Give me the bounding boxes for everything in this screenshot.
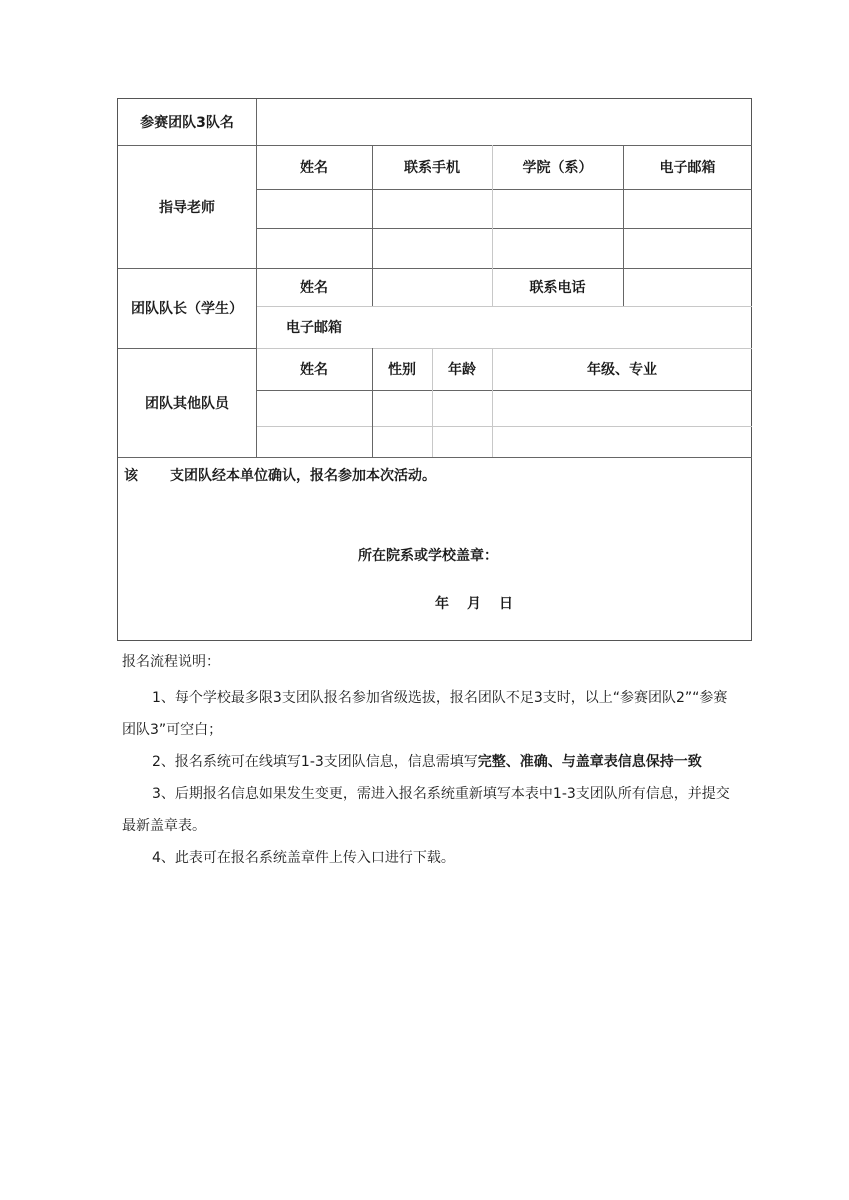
divider (256, 348, 752, 349)
divider (256, 426, 752, 427)
divider (492, 348, 493, 457)
date-month: 月 (467, 596, 481, 612)
notes-section (122, 650, 732, 874)
confirm-text: 支团队经本单位确认，报名参加本次活动。 (170, 468, 436, 484)
advisor-header-name: 姓名 (300, 160, 328, 176)
note-item-3: 3、后期报名信息如果发生变更，需进入报名系统重新填写本表中1-3支团队所有信息，并提交最新盖章表。 (122, 786, 730, 834)
date-year: 年 (435, 596, 449, 612)
divider (118, 348, 256, 349)
divider (492, 268, 493, 306)
member-header-gender: 性别 (388, 362, 416, 378)
divider (623, 145, 624, 268)
divider (492, 145, 493, 268)
note-item-1: 1、每个学校最多限3支团队报名参加省级选拔，报名团队不足3支时，以上“参赛团队2”“参赛团队3”可空白； (122, 690, 728, 738)
divider (118, 268, 752, 269)
date-day: 日 (499, 596, 513, 612)
advisor-header-college: 学院（系） (522, 160, 593, 176)
divider (118, 145, 752, 146)
seal-text: 所在院系或学校盖章： (358, 548, 498, 564)
advisor-label: 指导老师 (159, 199, 215, 216)
divider (256, 99, 257, 457)
captain-phone-label: 联系电话 (529, 280, 586, 296)
divider (372, 348, 373, 457)
divider (623, 268, 624, 306)
captain-name-label: 姓名 (300, 280, 328, 296)
divider (256, 390, 752, 391)
note-item-2-emphasis: 完整、准确、与盖章表信息保持一致 (477, 754, 702, 770)
member-header-name: 姓名 (300, 362, 328, 378)
divider (256, 189, 752, 190)
note-item-2 (122, 746, 732, 778)
note-item-2-text: 2、报名系统可在线填写1-3支团队信息，信息需填写 (152, 754, 478, 770)
note-item-4: 4、此表可在报名系统盖章件上传入口进行下载。 (152, 850, 455, 866)
divider (118, 457, 752, 458)
registration-form (117, 98, 752, 641)
member-header-major: 年级、专业 (587, 362, 657, 378)
divider (256, 228, 752, 229)
divider (256, 306, 752, 307)
divider (372, 145, 373, 268)
members-label: 团队其他队员 (145, 395, 229, 412)
divider (432, 348, 433, 457)
team3-name-field[interactable] (256, 99, 752, 145)
member-header-age: 年龄 (448, 362, 476, 378)
captain-email-label: 电子邮箱 (286, 320, 342, 336)
divider (372, 268, 373, 306)
captain-label: 团队队长（学生） (131, 301, 243, 317)
advisor-header-email: 电子邮箱 (659, 160, 716, 176)
advisor-header-phone: 联系手机 (404, 160, 460, 176)
team3-name-label: 参赛团队3队名 (140, 115, 234, 131)
confirm-prefix: 该 (124, 468, 138, 484)
notes-title: 报名流程说明： (122, 654, 220, 670)
